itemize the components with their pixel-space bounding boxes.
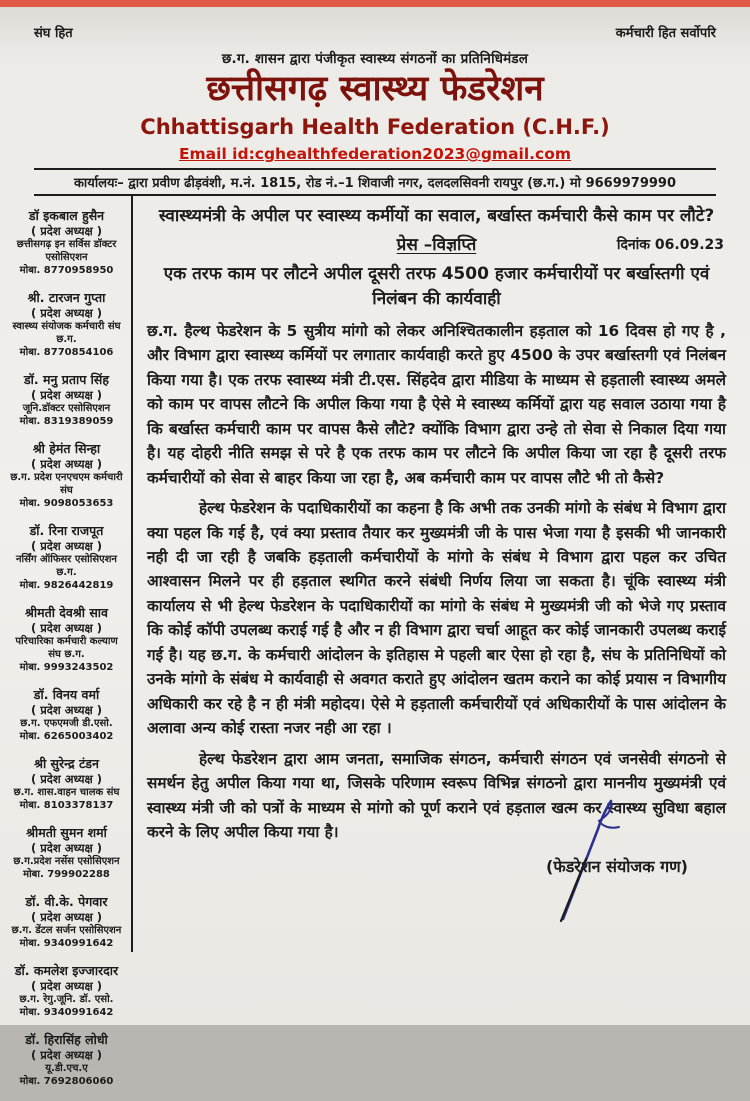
bearer-name: डॉ. वी.के. पेगवार: [25, 894, 108, 910]
bearer-mobile: मोबा. 9826442819: [19, 580, 114, 592]
press-paragraphs: [147, 319, 726, 845]
bearer-role: ( प्रदेश अध्यक्ष ): [30, 620, 103, 635]
bearer-organisation: छ.ग. शास.वाहन चालक संघ: [13, 787, 120, 799]
bearer-name: डॉ. रिना राजपूत: [29, 523, 104, 539]
bearer-role: ( प्रदेश अध्यक्ष ): [30, 305, 103, 320]
email-line: Email id:cghealthfederation2023@gmail.com: [178, 145, 572, 164]
bearer-role: ( प्रदेश अध्यक्ष ): [30, 840, 103, 855]
office-bearer-entry: [8, 605, 125, 674]
top-accent-bar: [0, 0, 750, 7]
press-vigyapti-label: प्रेस –विज्ञप्ति: [396, 234, 477, 255]
office-bearers-sidebar: [0, 196, 131, 1101]
bearer-organisation: छ.ग.प्रदेश नर्सेस एसोसिएशन: [13, 856, 120, 868]
bearer-role: ( प्रदेश अध्यक्ष ): [30, 702, 103, 717]
signature-block: [147, 855, 726, 877]
document-body: [0, 196, 750, 1101]
bearer-mobile: मोबा. 9340991642: [19, 1007, 114, 1019]
bearer-mobile: मोबा. 9993243502: [19, 662, 114, 674]
bearer-role: ( प्रदेश अध्यक्ष ): [30, 387, 103, 402]
bearer-organisation: छ.ग. प्रदेश एनएचएम कर्मचारी संघ: [10, 472, 123, 497]
bearer-name: डॉ. कमलेश इज्जारदार: [14, 963, 119, 979]
office-bearer-entry: [8, 894, 125, 950]
bearer-organisation: नर्सिंग ऑफिसर एसोसिएशन छ.ग.: [16, 554, 117, 579]
bearer-mobile: मोबा. 8319389059: [19, 416, 114, 428]
bearer-organisation: छ.ग. एफएमजी डी.एसो.: [20, 718, 113, 730]
press-release-main: [131, 196, 740, 1101]
bearer-role: ( प्रदेश अध्यक्ष ): [30, 456, 103, 471]
office-bearer-entry: [8, 825, 125, 881]
office-bearer-entry: [8, 523, 125, 592]
office-bearer-entry: [8, 441, 125, 510]
bearer-mobile: मोबा. 8770854106: [19, 347, 114, 359]
bearer-mobile: मोबा. 9340991642: [19, 938, 114, 950]
bearer-organisation: जूनि.डॉक्टर एसोसिएशन: [22, 403, 111, 415]
header-motto-row: [34, 23, 716, 41]
bearer-mobile: मोबा. 8103378137: [19, 800, 114, 812]
bearer-name: श्री सुरेन्द्र टंडन: [34, 756, 99, 772]
bearer-name: डॉ. विनय वर्मा: [33, 687, 100, 703]
bearer-role: ( प्रदेश अध्यक्ष ): [30, 909, 103, 924]
bearer-name: डॉ. हिरासिंह लोधी: [25, 1032, 108, 1048]
bearer-mobile: मोबा. 6265003402: [19, 731, 114, 743]
bearer-role: ( प्रदेश अध्यक्ष ): [30, 771, 103, 786]
bearer-name: डॉ. मनु प्रताप सिंह: [23, 372, 110, 388]
office-bearer-entry: [8, 963, 125, 1019]
press-headline: स्वास्थ्यमंत्री के अपील पर स्वास्थ्य कर्मीयों का सवाल, बर्खास्त कर्मचारी कैसे काम पर लौटे?: [158, 206, 715, 227]
bearer-organisation: यू.डी.एच.ए: [45, 1063, 88, 1075]
motto-right: कर्मचारी हित सर्वोपरि: [615, 26, 716, 41]
office-bearer-entry: [8, 687, 125, 743]
registration-subtitle: छ.ग. शासन द्वारा पंजीकृत स्वास्थ्य संगठनों का प्रतिनिधिमंडल: [221, 51, 529, 67]
office-address-line: कार्यालयः– द्वारा प्रवीण ढीड़वंशी, म.नं. 1815, रोड नं.–1 शिवाजी नगर, दलदलसिवनी रायपुर (छ.ग.) मो 9669979990: [34, 168, 716, 196]
bearer-organisation: परिचारिका कर्मचारी कल्याण संघ छ.ग.: [15, 636, 118, 661]
motto-left: संघ हित: [34, 26, 73, 41]
press-paragraph: छ.ग. हैल्थ फेडरेशन के 5 सुत्रीय मांगो को लेकर अनिश्चितकालीन हड़ताल को 16 दिवस हो गए है , और विभाग द्वारा स्वास्थ्य कर्मियों पर लगातार कार्यवाही करते हुए 4500 के उपर बर्खास्तगी एवं निलंबन किया गया है। एक तरफ स्वास्थ्य मंत्री टी.एस. सिंहदेव द्वारा मीडिया के माध्यम से हड़ताली स्वास्थ्य अमले को काम पर वापस लौटने कि अपील किया गया है ऐसे मे स्वास्थ्य कर्मियों द्वारा यह सवाल उठाया गया है कि बर्खास्त कर्मचारी काम पर वापस कैसे लौटे? क्योंकि विभाग द्वारा उन्हे तो सेवा से निकाल दिया गया है। यह दोहरी नीति समझ से परे है एक तरफ काम पर लौटने कि अपील किया जा रहा है दूसरी तरफ कर्मचारीयों को सेवा से बाहर किया जा रहा है, अब कर्मचारी काम पर वापस लौटे भी तो कैसे?: [147, 321, 726, 487]
press-paragraph: हेल्थ फेडरेशन के पदाधिकारीयों का कहना है कि अभी तक उनकी मांगो के संबंध मे विभाग द्वारा क्या पहल कि गई है, एवं क्या प्रस्ताव तैयार कर मुख्यमंत्री जी के पास भेजा गया है इसकी भी जानकारी नही दी जा रही है जबकि हड़ताली कर्मचारीयों के मांगो के संबंध मे विभाग द्वारा पहल कर उचित आश्वासन मिलने पर ही हड़ताल स्थगित करने संबंधी निर्णय लिया जा सकता है। चूंकि स्वास्थ्य मंत्री कार्यालय से भी हेल्थ फेडरेशन के पदाधिकारीयों का मांगो के संबंध मे मुख्यमंत्री जी को भेजे गए प्रस्ताव कि कोई कॉपी उपलब्ध कराई गई है और न ही विभाग द्वारा चर्चा आहूत कर कोई जानकारी उपलब्ध कराई गई है। यह छ.ग. के कर्मचारी आंदोलन के इतिहास मे पहली बार ऐसा हो रहा है, संघ के प्रतिनिधियों को उनके मांगो के संबंध मे कार्यवाही से अवगत कराते हुए आंदोलन खतम कराने का कोई प्रयास न विभागीय अधिकारी कर रहे है न ही मंत्री महोदय। ऐसे मे हड़ताली कर्मचारीयों एवं अधिकारीयों के पास आंदोलन के अलावा अन्य कोई रास्ता नजर नही आ रहा ।: [147, 499, 726, 738]
bearer-mobile: मोबा. 8770958950: [19, 265, 114, 277]
bearer-mobile: मोबा. 9098053653: [19, 498, 114, 510]
letterhead-header: [0, 7, 750, 196]
sidebar-divider-line: [131, 196, 133, 952]
office-bearer-entry: [8, 290, 125, 359]
office-bearer-entry: [8, 372, 125, 428]
date-label: दिनांक 06.09.23: [616, 236, 724, 253]
bearer-role: ( प्रदेश अध्यक्ष ): [30, 538, 103, 553]
bearer-role: ( प्रदेश अध्यक्ष ): [30, 978, 103, 993]
bearer-mobile: मोबा. 799902288: [23, 869, 110, 881]
bearer-name: श्री. टारजन गुप्ता: [27, 290, 106, 306]
press-paragraph: हेल्थ फेडरेशन द्वारा आम जनता, समाजिक संगठन, कर्मचारी संगठन एवं जनसेवी संगठनो से समर्थन हेतु अपील किया गया था, जिसके परिणाम स्वरूप विभिन्न संगठनो द्वारा माननीय मुख्यमंत्री एवं स्वास्थ्य मंत्री जी को पत्रों के माध्यम से मांगो को पूर्ण कराने एवं हड़ताल खत्म कर स्वास्थ्य सुविधा बहाल करने के लिए अपील किया गया है।: [147, 749, 726, 842]
bearer-role: ( प्रदेश अध्यक्ष ): [30, 1047, 103, 1062]
bearer-name: श्रीमती सुमन शर्मा: [26, 825, 107, 841]
bearer-name: डॉ इकबाल हुसैन: [28, 208, 105, 224]
bearer-organisation: छ.ग. रेगु.जूनि. डॉ. एसो.: [19, 994, 114, 1006]
federation-title-hindi: छत्तीसगढ़ स्वास्थ्य फेडरेशन: [206, 69, 544, 109]
bearer-name: श्री हेमंत सिन्हा: [32, 441, 101, 457]
office-bearer-entry: [8, 208, 125, 277]
bearer-organisation: छत्तीसगढ़ इन सर्विस डॉक्टर एसोसिएशन: [16, 239, 117, 264]
bearer-mobile: मोबा. 7692806060: [19, 1076, 114, 1088]
federation-title-english: Chhattisgarh Health Federation (C.H.F.): [140, 115, 610, 140]
bearer-organisation: स्वास्थ्य संयोजक कर्मचारी संघ छ.ग.: [12, 321, 121, 346]
office-bearer-entry: [8, 1032, 125, 1088]
press-label-row: [147, 232, 726, 260]
bearer-organisation: छ.ग. डेंटल सर्जन एसोसिएशन: [11, 925, 122, 937]
signature-caption: (फेडरेशन संयोजक गण): [546, 856, 688, 876]
press-subheadline: एक तरफ काम पर लौटने अपील दूसरी तरफ 4500 हजार कर्मचारीयों पर बर्खास्तगी एवं निलंबन की कार्यवाही: [163, 263, 710, 310]
bearer-name: श्रीमती देवश्री साव: [25, 605, 108, 621]
bearer-role: ( प्रदेश अध्यक्ष ): [30, 223, 103, 238]
office-bearer-entry: [8, 756, 125, 812]
